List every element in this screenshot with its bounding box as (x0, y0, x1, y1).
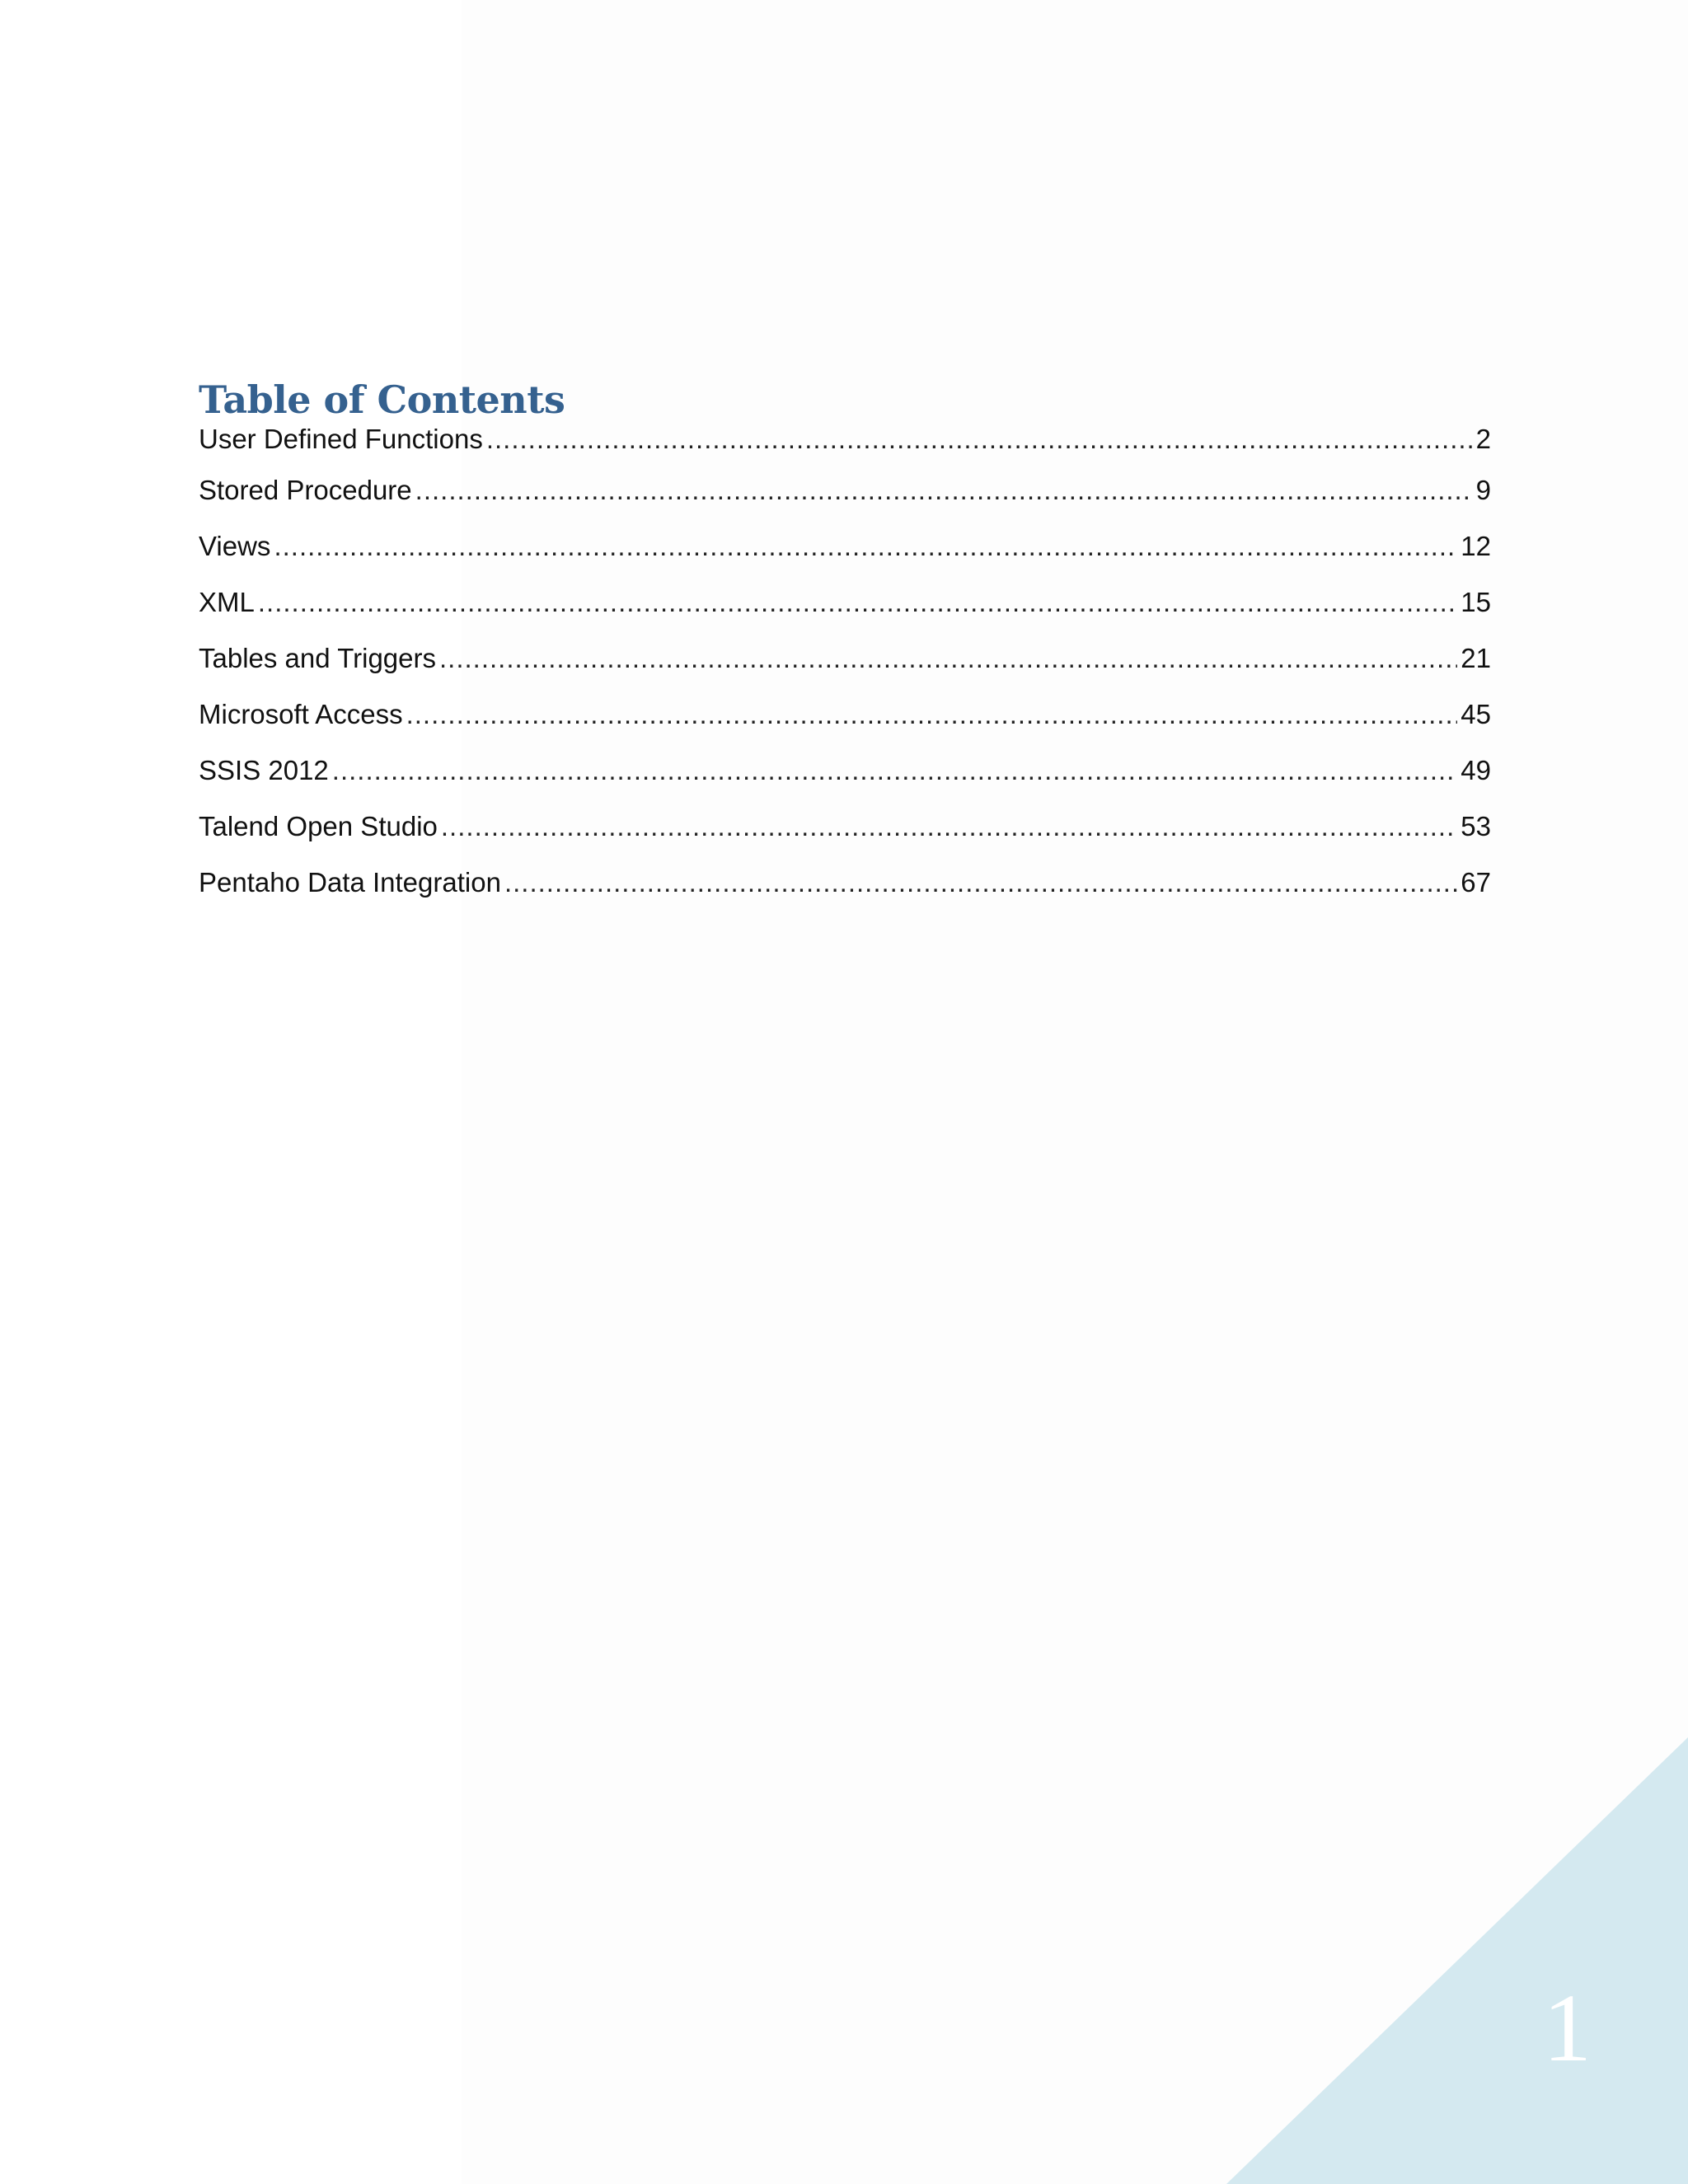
toc-entry-ssis-2012[interactable] (199, 751, 1491, 807)
toc-entry-page: 12 (1461, 531, 1491, 561)
toc-entry-label: Talend Open Studio (199, 811, 438, 841)
toc-leader-dots (415, 471, 1473, 510)
toc-entry-stored-procedure[interactable] (199, 471, 1491, 527)
toc-entry-page: 2 (1475, 424, 1491, 454)
toc-entry-views[interactable] (199, 527, 1491, 583)
toc-entry-page: 21 (1461, 643, 1491, 673)
toc-entry-user-defined-functions[interactable] (199, 424, 1491, 471)
toc-entry-label: SSIS 2012 (199, 755, 329, 785)
toc-list (199, 424, 1491, 919)
toc-entry-label: Tables and Triggers (199, 643, 436, 673)
toc-entry-label: Views (199, 531, 271, 561)
toc-leader-dots (258, 583, 1457, 622)
toc-entry-pentaho-data-integration[interactable] (199, 863, 1491, 919)
toc-entry-label: Stored Procedure (199, 475, 412, 505)
page-number: 1 (1543, 1974, 1592, 2082)
toc-leader-dots (441, 807, 1457, 846)
toc-entry-page: 49 (1461, 755, 1491, 785)
toc-entry-page: 9 (1475, 475, 1491, 505)
toc-entry-label: User Defined Functions (199, 424, 483, 454)
toc-leader-dots (274, 527, 1457, 566)
toc-leader-dots (486, 424, 1473, 454)
toc-leader-dots (332, 751, 1458, 790)
toc-entry-microsoft-access[interactable] (199, 695, 1491, 751)
toc-entry-page: 15 (1461, 587, 1491, 617)
toc-heading: Table of Contents (199, 377, 565, 422)
toc-leader-dots (406, 695, 1458, 734)
toc-leader-dots (504, 863, 1457, 902)
toc-entry-page: 45 (1461, 699, 1491, 729)
toc-leader-dots (439, 639, 1457, 678)
toc-entry-label: Microsoft Access (199, 699, 403, 729)
toc-entry-label: XML (199, 587, 255, 617)
toc-entry-xml[interactable] (199, 583, 1491, 639)
corner-accent-triangle (1226, 1737, 1688, 2184)
table-of-contents (199, 375, 1491, 919)
toc-entry-page: 53 (1461, 811, 1491, 841)
toc-entry-talend-open-studio[interactable] (199, 807, 1491, 863)
toc-entry-label: Pentaho Data Integration (199, 867, 501, 898)
toc-entry-tables-and-triggers[interactable] (199, 639, 1491, 695)
toc-entry-page: 67 (1461, 867, 1491, 898)
